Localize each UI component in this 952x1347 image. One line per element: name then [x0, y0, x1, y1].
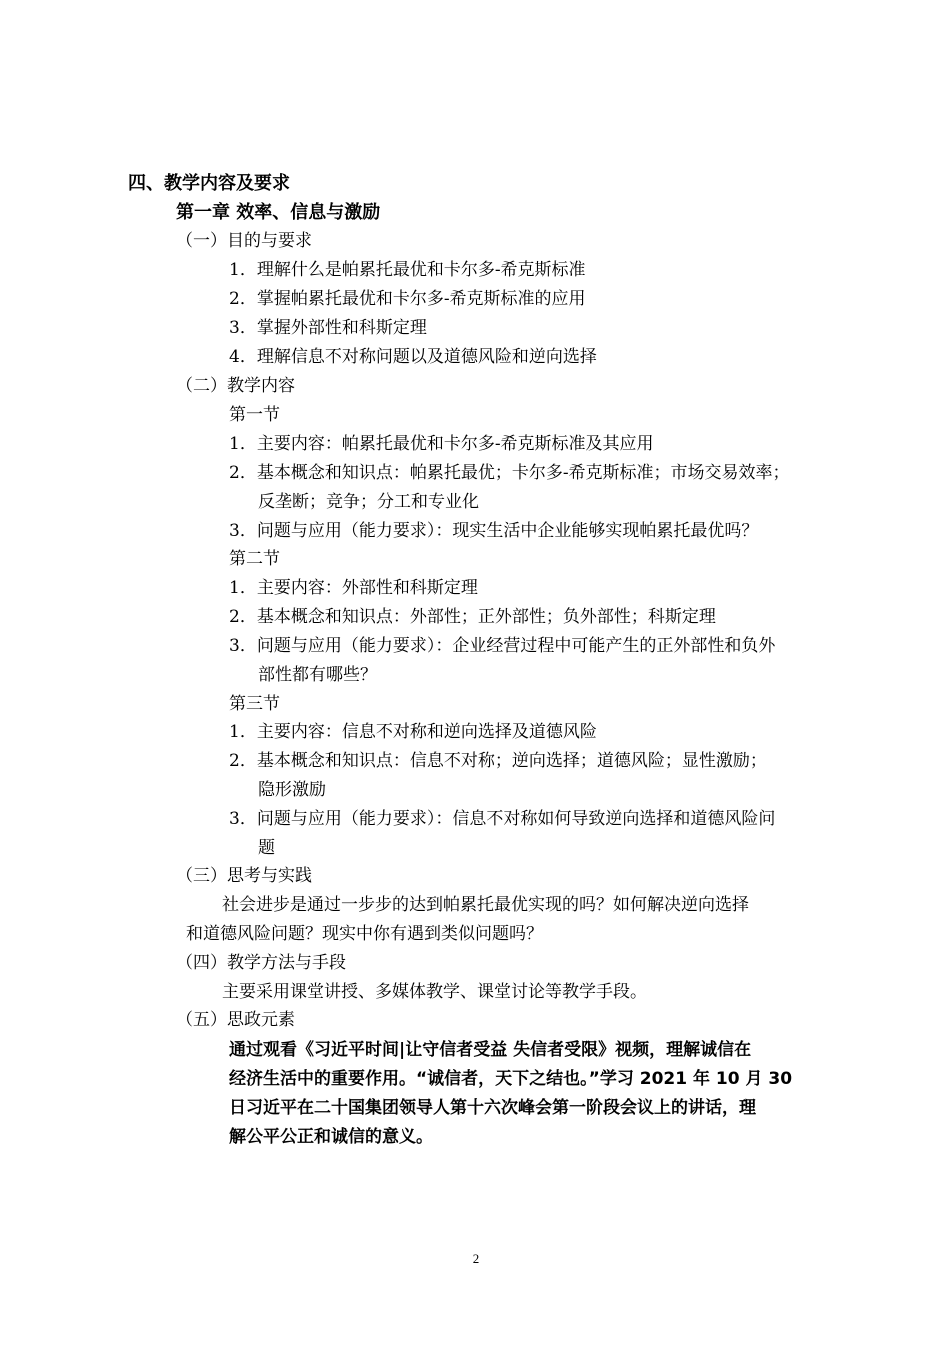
- part3-heading: （三）思考与实践: [176, 866, 312, 886]
- section-heading: 四、教学内容及要求: [128, 173, 290, 194]
- section-line: 2．基本概念和知识点：信息不对称；逆向选择；道德风险；显性激励；: [229, 751, 767, 771]
- part1-item: 4．理解信息不对称问题以及道德风险和逆向选择: [229, 347, 597, 367]
- section-title: 第三节: [229, 694, 280, 714]
- part5-line: 解公平公正和诚信的意义。: [229, 1127, 433, 1147]
- part2-heading: （二）教学内容: [176, 376, 295, 396]
- page-number: 2: [472, 1251, 480, 1266]
- section-line: 反垄断；竞争；分工和专业化: [258, 492, 479, 512]
- part5-line: 通过观看《习近平时间|让守信者受益 失信者受限》视频，理解诚信在: [229, 1040, 752, 1060]
- section-title: 第二节: [229, 549, 280, 569]
- part5-line: 经济生活中的重要作用。“诚信者，天下之结也。”学习 2021 年 10 月 30: [229, 1069, 793, 1089]
- section-line: 隐形激励: [258, 780, 326, 800]
- part4-line: 主要采用课堂讲授、多媒体教学、课堂讨论等教学手段。: [222, 982, 647, 1002]
- section-line: 3．问题与应用（能力要求）：信息不对称如何导致逆向选择和道德风险问: [229, 809, 776, 829]
- section-line: 2．基本概念和知识点：帕累托最优；卡尔多-希克斯标准；市场交易效率；: [229, 463, 790, 483]
- part1-item: 3．掌握外部性和科斯定理: [229, 318, 427, 338]
- section-line: 部性都有哪些？: [258, 665, 377, 685]
- section-line: 1．主要内容：帕累托最优和卡尔多-希克斯标准及其应用: [229, 434, 654, 454]
- section-line: 1．主要内容：外部性和科斯定理: [229, 578, 478, 598]
- section-line: 2．基本概念和知识点：外部性；正外部性；负外部性；科斯定理: [229, 607, 716, 627]
- part1-item: 1．理解什么是帕累托最优和卡尔多-希克斯标准: [229, 260, 586, 280]
- part4-heading: （四）教学方法与手段: [176, 953, 346, 973]
- section-line: 题: [258, 838, 275, 858]
- section-line: 3．问题与应用（能力要求）：企业经营过程中可能产生的正外部性和负外: [229, 636, 776, 656]
- part5-line: 日习近平在二十国集团领导人第十六次峰会第一阶段会议上的讲话，理: [229, 1098, 756, 1118]
- part1-item: 2．掌握帕累托最优和卡尔多-希克斯标准的应用: [229, 289, 586, 309]
- section-title: 第一节: [229, 405, 280, 425]
- section-line: 1．主要内容：信息不对称和逆向选择及道德风险: [229, 722, 597, 742]
- part1-heading: （一）目的与要求: [176, 231, 312, 251]
- section-line: 3．问题与应用（能力要求）：现实生活中企业能够实现帕累托最优吗？: [229, 521, 759, 541]
- part3-line: 和道德风险问题？现实中你有遇到类似问题吗？: [186, 924, 543, 944]
- part3-line: 社会进步是通过一步步的达到帕累托最优实现的吗？如何解决逆向选择: [222, 895, 749, 915]
- part5-heading: （五）思政元素: [176, 1010, 295, 1030]
- chapter-title: 第一章 效率、信息与激励: [176, 202, 381, 223]
